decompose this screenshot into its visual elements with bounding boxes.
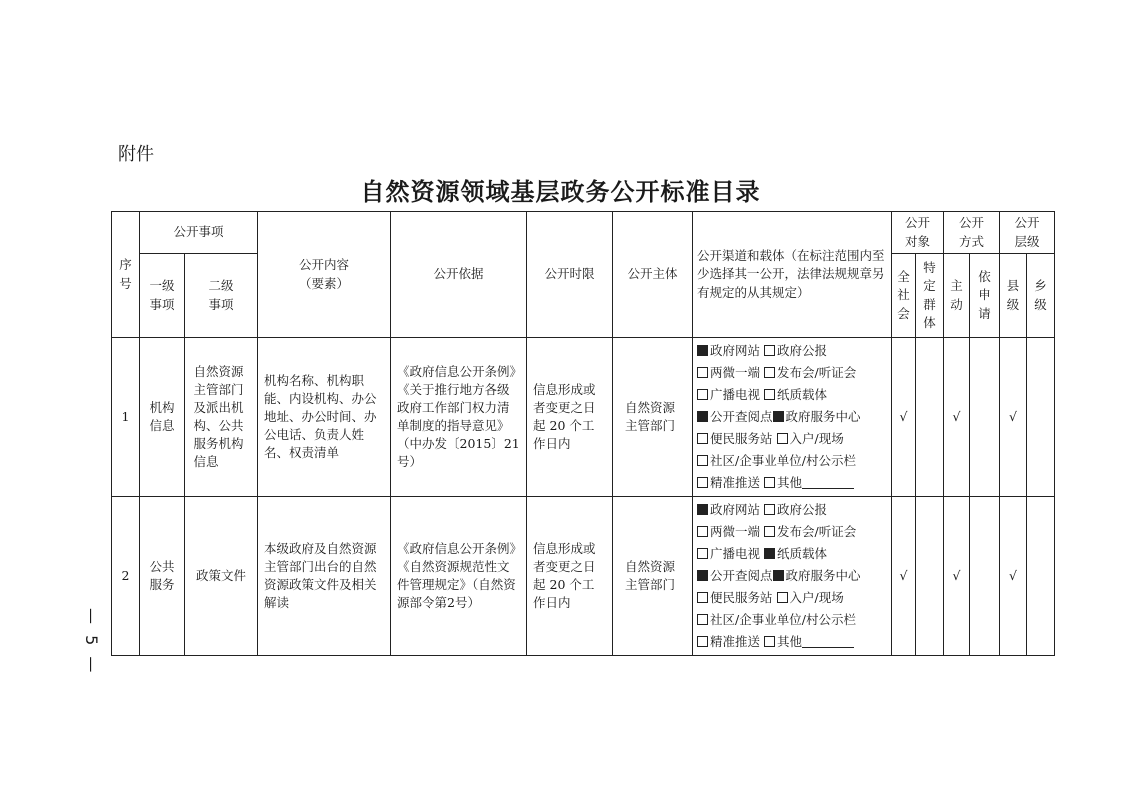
checkbox-unchecked (697, 433, 708, 444)
row-l2: 自然资源主管部门及派出机构、公共服务机构信息 (185, 338, 258, 497)
row-l1: 公共服务 (140, 497, 185, 656)
row-subject: 自然资源主管部门 (613, 338, 693, 497)
fill-in-blank (802, 476, 854, 489)
row-target-all: √ (892, 338, 916, 497)
row-level-township (1027, 338, 1055, 497)
checkbox-unchecked (697, 389, 708, 400)
row-method-active: √ (944, 497, 970, 656)
header-basis: 公开依据 (391, 212, 527, 338)
row-target-all: √ (892, 497, 916, 656)
header-target-all: 全社会 (892, 254, 916, 338)
row-channels: 政府网站 政府公报 两微一端 发布会/听证会 广播电视 纸质载体 公开查阅点 政府服务中心 便民服务站 入户/现场 社区/企事业单位/村公示栏 精准推送 其他 (693, 497, 892, 656)
row-channels: 政府网站 政府公报 两微一端 发布会/听证会 广播电视 纸质载体 公开查阅点 政府服务中心 便民服务站 入户/现场 社区/企事业单位/村公示栏 精准推送 其他 (693, 338, 892, 497)
header-item: 公开事项 (140, 212, 258, 254)
checkbox-unchecked (697, 367, 708, 378)
checkbox-checked (773, 411, 784, 422)
table-row (112, 497, 1055, 656)
row-basis: 《政府信息公开条例》《关于推行地方各级政府工作部门权力清单制度的指导意见》（中办发〔2015〕21号） (391, 338, 527, 497)
row-subject: 自然资源主管部门 (613, 497, 693, 656)
checkbox-checked (697, 504, 708, 515)
checkbox-checked (764, 548, 775, 559)
header-content: 公开内容（要素） (258, 212, 391, 338)
row-target-specific (916, 338, 944, 497)
row-seq: 2 (112, 497, 140, 656)
checkbox-unchecked (764, 636, 775, 647)
row-content: 本级政府及自然资源主管部门出台的自然资源政策文件及相关解读 (258, 497, 391, 656)
header-item-l2: 二级事项 (185, 254, 258, 338)
checkbox-unchecked (697, 592, 708, 603)
header-method-active: 主动 (944, 254, 970, 338)
checkbox-unchecked (697, 548, 708, 559)
row-l1: 机构信息 (140, 338, 185, 497)
table-row (112, 338, 1055, 497)
page-title: 自然资源领域基层政务公开标准目录 (360, 178, 761, 206)
row-time-limit: 信息形成或者变更之日起 20 个工作日内 (527, 338, 613, 497)
checkbox-unchecked (764, 345, 775, 356)
header-time-limit: 公开时限 (527, 212, 613, 338)
checkbox-checked (773, 570, 784, 581)
checkbox-unchecked (764, 389, 775, 400)
header-subject: 公开主体 (613, 212, 693, 338)
fill-in-blank (802, 635, 854, 648)
checkbox-unchecked (697, 455, 708, 466)
header-method-apply: 依申请 (970, 254, 1000, 338)
header-method: 公开方式 (944, 212, 1000, 254)
row-method-apply (970, 497, 1000, 656)
header-target-specific: 特定群体 (916, 254, 944, 338)
row-seq: 1 (112, 338, 140, 497)
row-method-active: √ (944, 338, 970, 497)
attachment-label: 附件 (118, 144, 154, 165)
checkbox-unchecked (697, 636, 708, 647)
row-l2: 政策文件 (185, 497, 258, 656)
checkbox-unchecked (697, 477, 708, 488)
row-content: 机构名称、机构职能、内设机构、办公地址、办公时间、办公电话、负责人姓名、权责清单 (258, 338, 391, 497)
row-method-apply (970, 338, 1000, 497)
header-target: 公开对象 (892, 212, 944, 254)
standard-catalog-table (111, 211, 1055, 656)
row-time-limit: 信息形成或者变更之日起 20 个工作日内 (527, 497, 613, 656)
checkbox-checked (697, 411, 708, 422)
row-target-specific (916, 497, 944, 656)
header-level-county: 县级 (1000, 254, 1027, 338)
checkbox-unchecked (697, 614, 708, 625)
page-number: — 5 — (82, 608, 101, 676)
checkbox-checked (697, 570, 708, 581)
header-level-township: 乡级 (1027, 254, 1055, 338)
checkbox-checked (697, 345, 708, 356)
row-level-township (1027, 497, 1055, 656)
row-level-county: √ (1000, 497, 1027, 656)
row-basis: 《政府信息公开条例》《自然资源规范性文件管理规定》（自然资源部令第2号） (391, 497, 527, 656)
header-item-l1: 一级事项 (140, 254, 185, 338)
checkbox-unchecked (777, 433, 788, 444)
checkbox-unchecked (697, 526, 708, 537)
checkbox-unchecked (777, 592, 788, 603)
header-channel: 公开渠道和载体（在标注范围内至少选择其一公开，法律法规规章另有规定的从其规定） (693, 212, 892, 338)
checkbox-unchecked (764, 526, 775, 537)
checkbox-unchecked (764, 477, 775, 488)
checkbox-unchecked (764, 367, 775, 378)
header-seq: 序号 (112, 212, 140, 338)
row-level-county: √ (1000, 338, 1027, 497)
checkbox-unchecked (764, 504, 775, 515)
header-row-1 (112, 212, 1055, 254)
header-level: 公开层级 (1000, 212, 1055, 254)
